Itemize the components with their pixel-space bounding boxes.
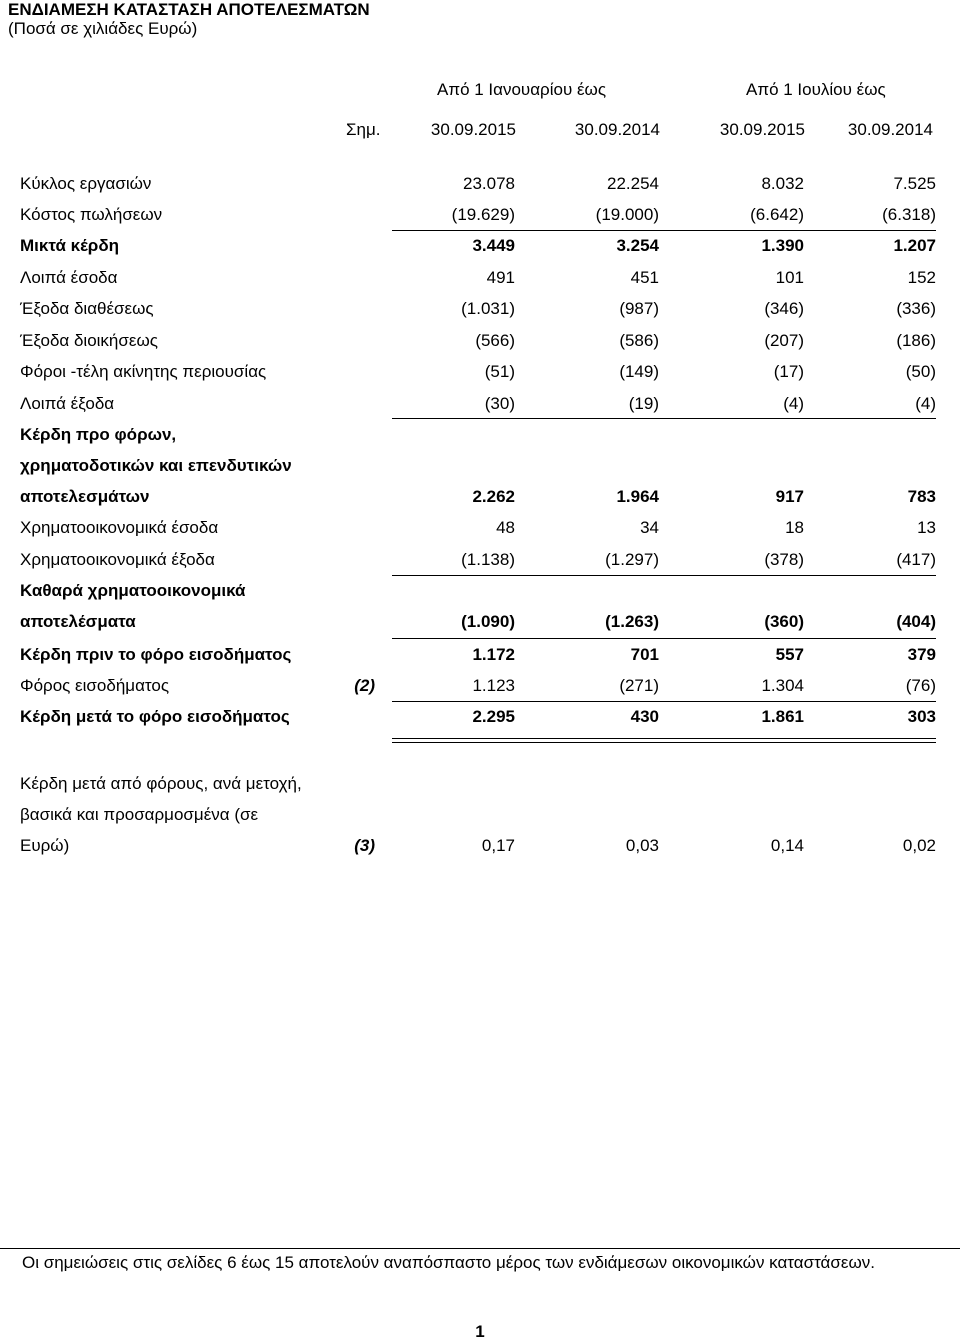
double-rule-top <box>392 738 936 739</box>
row-value: (207) <box>764 331 804 350</box>
row-value: 22.254 <box>607 174 659 193</box>
eps-value: 0,17 <box>481 836 515 855</box>
row-value: (566) <box>475 331 515 350</box>
row-value: 3.254 <box>616 236 659 255</box>
row-value: (586) <box>619 331 659 350</box>
footer-note: Οι σημειώσεις στις σελίδες 6 έως 15 αποτελούν αναπόσπαστο μέρος των ενδιάμεσων οικονομικών καταστάσεων. <box>22 1253 875 1272</box>
row-value: 13 <box>917 518 936 537</box>
row-value: (4) <box>915 394 936 413</box>
row-value: 48 <box>496 518 515 537</box>
row-value: 101 <box>775 268 804 287</box>
col-date-4: 30.09.2014 <box>847 120 933 139</box>
row-value: (1.031) <box>461 299 515 318</box>
row-label-gross-profit: Μικτά κέρδη <box>20 236 120 255</box>
row-value: 1.304 <box>761 676 804 695</box>
note-reference: (2) <box>354 676 375 695</box>
eps-value: 0,14 <box>770 836 804 855</box>
row-value: 1.861 <box>761 707 804 726</box>
row-value: (50) <box>905 362 936 381</box>
row-label-ebit-line2: χρηματοδοτικών και επενδυτικών <box>20 456 292 475</box>
row-value: 1.172 <box>472 645 515 664</box>
double-rule-bottom <box>392 742 936 743</box>
row-value: (987) <box>619 299 659 318</box>
row-value: (1.090) <box>461 612 515 631</box>
row-value: 34 <box>640 518 659 537</box>
row-value: (51) <box>484 362 515 381</box>
row-value: 3.449 <box>472 236 515 255</box>
row-value: (186) <box>896 331 936 350</box>
row-value: 557 <box>775 645 804 664</box>
eps-value: 0,02 <box>902 836 936 855</box>
row-label-ebit-line1: Κέρδη προ φόρων, <box>20 425 177 444</box>
row-value: (1.138) <box>461 550 515 569</box>
subtotal-rule <box>392 418 936 419</box>
row-value: (378) <box>764 550 804 569</box>
row-value: 2.295 <box>472 707 515 726</box>
row-value: 701 <box>630 645 659 664</box>
row-label-property-taxes: Φόροι -τέλη ακίνητης περιουσίας <box>20 362 267 381</box>
statement-title: ΕΝΔΙΑΜΕΣΗ ΚΑΤΑΣΤΑΣΗ ΑΠΟΤΕΛΕΣΜΑΤΩΝ <box>8 0 370 19</box>
row-label-finance-costs: Χρηματοοικονομικά έξοδα <box>20 550 215 569</box>
row-value: 491 <box>486 268 515 287</box>
row-value: 8.032 <box>761 174 804 193</box>
eps-label-line2: βασικά και προσαρμοσμένα (σε <box>20 805 259 824</box>
row-value: (17) <box>773 362 804 381</box>
period-header-jul: Από 1 Ιουλίου έως <box>746 80 886 99</box>
row-value: (4) <box>783 394 804 413</box>
row-value: (30) <box>484 394 515 413</box>
row-value: 1.123 <box>472 676 515 695</box>
row-value: 2.262 <box>472 487 515 506</box>
row-label-income-tax: Φόρος εισοδήματος <box>20 676 170 695</box>
row-value: (19) <box>628 394 659 413</box>
row-value: 1.964 <box>616 487 659 506</box>
eps-label-line1: Κέρδη μετά από φόρους, ανά μετοχή, <box>20 774 302 793</box>
row-value: (336) <box>896 299 936 318</box>
row-label-profit-after-tax: Κέρδη μετά το φόρο εισοδήματος <box>20 707 290 726</box>
row-value: 451 <box>630 268 659 287</box>
col-date-3: 30.09.2015 <box>719 120 805 139</box>
row-label-profit-before-tax: Κέρδη πριν το φόρο εισοδήματος <box>20 645 292 664</box>
row-value: (417) <box>896 550 936 569</box>
subtotal-rule <box>392 230 936 231</box>
row-value: (404) <box>896 612 936 631</box>
row-label-admin-expenses: Έξοδα διοικήσεως <box>20 331 158 350</box>
row-label-finance-income: Χρηματοοικονομικά έσοδα <box>20 518 219 537</box>
row-value: 783 <box>907 487 936 506</box>
row-value: (149) <box>619 362 659 381</box>
row-label-cost-of-sales: Κόστος πωλήσεων <box>20 205 163 224</box>
col-date-2: 30.09.2014 <box>574 120 660 139</box>
subtotal-rule <box>392 701 936 702</box>
row-value: 303 <box>907 707 936 726</box>
row-value: 152 <box>907 268 936 287</box>
row-value: 23.078 <box>463 174 515 193</box>
footer-rule <box>0 1248 960 1249</box>
period-header-jan: Από 1 Ιανουαρίου έως <box>437 80 607 99</box>
row-label-ebit-line3: αποτελεσμάτων <box>20 487 150 506</box>
row-value: (19.000) <box>595 205 659 224</box>
eps-value: 0,03 <box>625 836 659 855</box>
row-value: 917 <box>775 487 804 506</box>
row-value: (1.263) <box>605 612 659 631</box>
row-label-other-expenses: Λοιπά έξοδα <box>20 394 115 413</box>
row-value: 18 <box>785 518 804 537</box>
row-value: 430 <box>630 707 659 726</box>
eps-label-line3: Ευρώ) <box>20 836 70 855</box>
row-label-revenue: Κύκλος εργασιών <box>20 174 152 193</box>
row-label-net-finance-line1: Καθαρά χρηματοοικονομικά <box>20 581 246 600</box>
row-value: 7.525 <box>893 174 936 193</box>
row-value: 1.207 <box>893 236 936 255</box>
note-column-header: Σημ. <box>346 120 381 139</box>
row-label-net-finance-line2: αποτελέσματα <box>20 612 136 631</box>
col-date-1: 30.09.2015 <box>430 120 516 139</box>
row-value: 379 <box>907 645 936 664</box>
row-value: (19.629) <box>451 205 515 224</box>
row-value: (271) <box>619 676 659 695</box>
row-label-distribution-expenses: Έξοδα διαθέσεως <box>20 299 154 318</box>
subtotal-rule <box>392 638 936 639</box>
subtotal-rule <box>392 575 936 576</box>
row-value: (1.297) <box>605 550 659 569</box>
row-value: (76) <box>905 676 936 695</box>
row-value: 1.390 <box>761 236 804 255</box>
statement-subtitle: (Ποσά σε χιλιάδες Ευρώ) <box>8 19 198 38</box>
note-reference: (3) <box>354 836 375 855</box>
row-value: (360) <box>764 612 804 631</box>
row-value: (6.318) <box>882 205 936 224</box>
row-label-other-income: Λοιπά έσοδα <box>20 268 118 287</box>
row-value: (346) <box>764 299 804 318</box>
page-number: 1 <box>475 1322 485 1341</box>
row-value: (6.642) <box>750 205 804 224</box>
